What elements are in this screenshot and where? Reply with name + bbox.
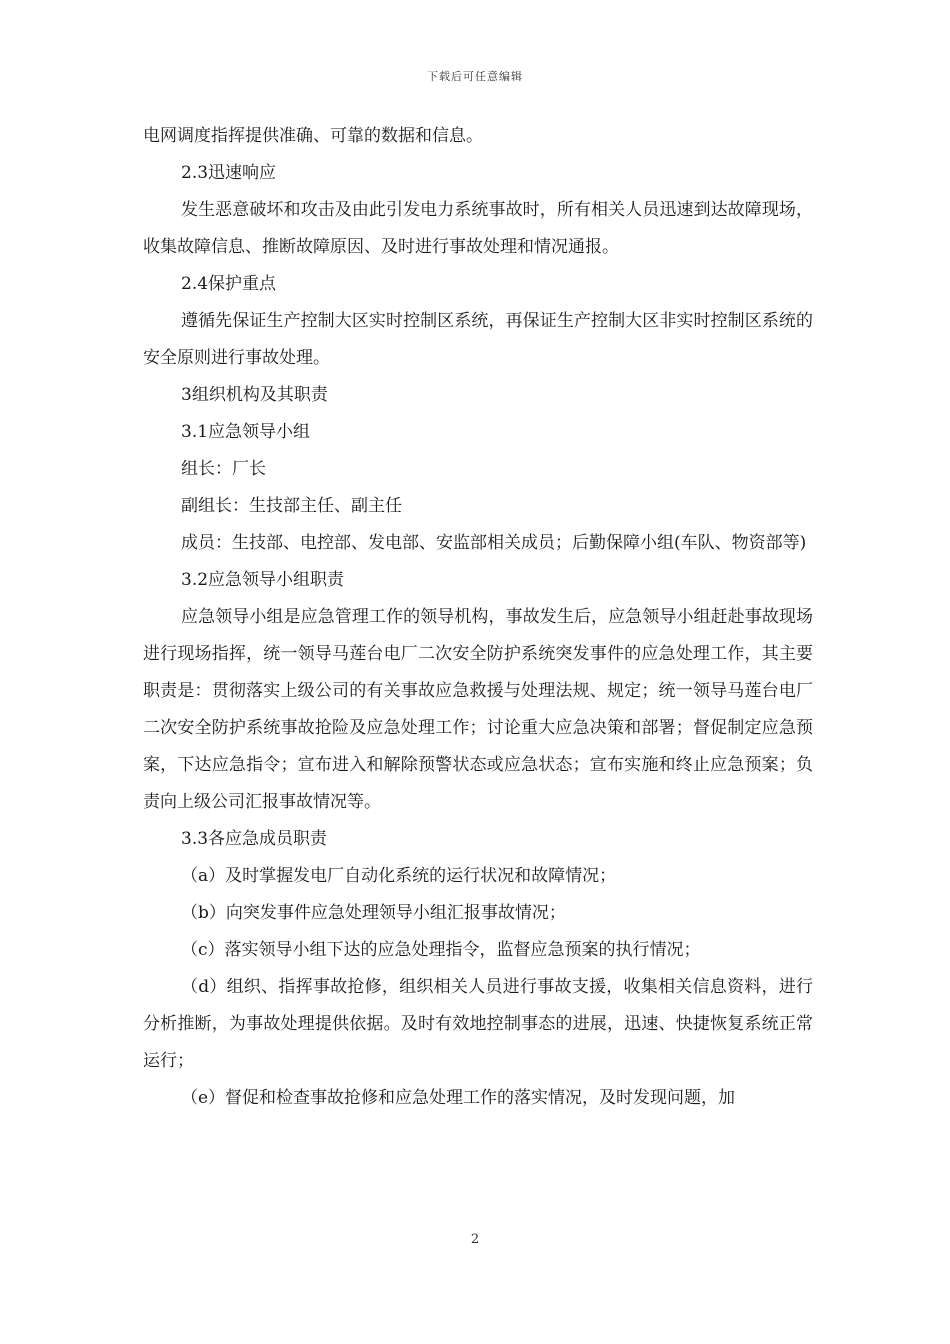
section-heading: 3.1应急领导小组 xyxy=(181,422,311,442)
paragraph: 电网调度指挥提供准确、可靠的数据和信息。 xyxy=(143,126,483,146)
paragraph: 发生恶意破坏和攻击及由此引发电力系统事故时，所有相关人员迅速到达故障现场，收集故障信息、推断故障原因、及时进行事故处理和情况通报。 xyxy=(143,200,813,257)
section-heading: 2.4保护重点 xyxy=(181,274,277,294)
paragraph: 成员：生技部、电控部、发电部、安监部相关成员；后勤保障小组(车队、物资部等) xyxy=(181,533,807,553)
page-header: 下载后可任意编辑 xyxy=(427,70,523,83)
document-body xyxy=(143,118,813,1117)
paragraph: 遵循先保证生产控制大区实时控制区系统，再保证生产控制大区非实时控制区系统的安全原则进行事故处理。 xyxy=(143,311,813,368)
list-item: （d）组织、指挥事故抢修，组织相关人员进行事故支援，收集相关信息资料，进行分析推断，为事故处理提供依据。及时有效地控制事态的进展，迅速、快捷恢复系统正常运行； xyxy=(143,977,813,1071)
paragraph: 应急领导小组是应急管理工作的领导机构，事故发生后，应急领导小组赶赴事故现场进行现场指挥，统一领导马莲台电厂二次安全防护系统突发事件的应急处理工作，其主要职责是：贯彻落实上级公司的有关事故应急救援与处理法规、规定；统一领导马莲台电厂二次安全防护系统事故抢险及应急处理工作；讨论重大应急决策和部署；督促制定应急预案，下达应急指令；宣布进入和解除预警状态或应急状态；宣布实施和终止应急预案；负责向上级公司汇报事故情况等。 xyxy=(143,607,813,812)
list-item: （e）督促和检查事故抢修和应急处理工作的落实情况，及时发现问题，加 xyxy=(181,1088,736,1108)
list-item: （b）向突发事件应急处理领导小组汇报事故情况； xyxy=(181,903,566,923)
section-heading: 2.3迅速响应 xyxy=(181,163,277,183)
list-item: （a）及时掌握发电厂自动化系统的运行状况和故障情况； xyxy=(181,866,617,886)
section-heading: 3组织机构及其职责 xyxy=(181,385,328,405)
section-heading: 3.2应急领导小组职责 xyxy=(181,570,345,590)
list-item: （c）落实领导小组下达的应急处理指令，监督应急预案的执行情况； xyxy=(181,940,701,960)
paragraph: 副组长：生技部主任、副主任 xyxy=(181,496,402,516)
paragraph: 组长：厂长 xyxy=(181,459,266,479)
page-number: 2 xyxy=(470,1232,480,1247)
section-heading: 3.3各应急成员职责 xyxy=(181,829,328,849)
